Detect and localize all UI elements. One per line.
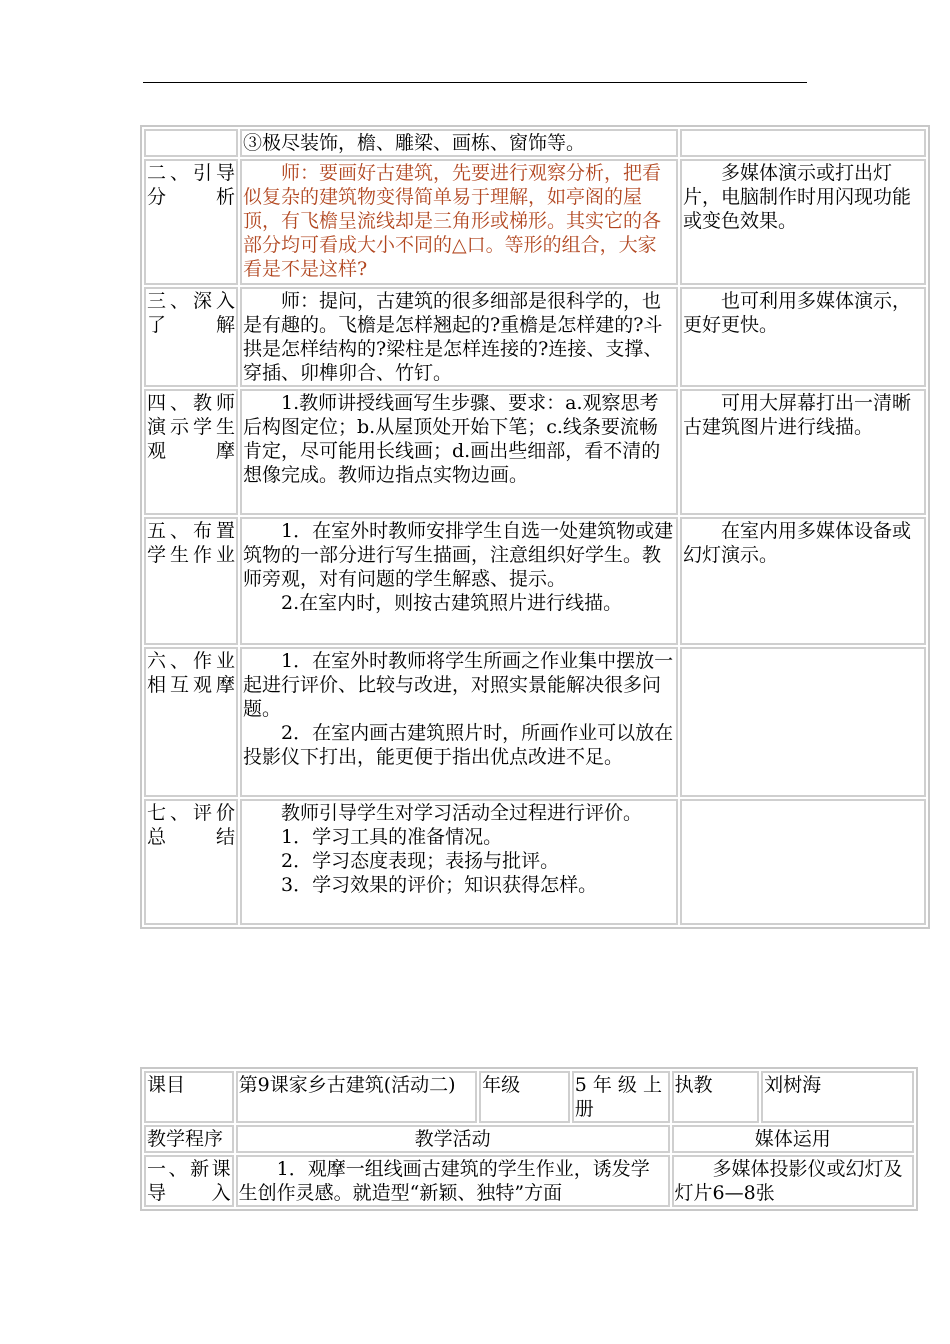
lesson-table-continued (140, 125, 930, 929)
media-cell: 也可利用多媒体演示，更好更快。 (680, 287, 926, 387)
activity-cell (240, 129, 678, 157)
activity-paragraph: 3．学习效果的评价；知识获得怎样。 (281, 874, 598, 896)
course-label: 课目 (144, 1071, 234, 1123)
table-row (144, 129, 926, 157)
header-rule (143, 82, 807, 83)
stage-cell: 二、引导分 析 (144, 159, 238, 285)
table-row (144, 647, 926, 797)
activity-cell (240, 517, 678, 645)
media-cell: 多媒体演示或打出灯片，电脑制作时用闪现功能或变色效果。 (680, 159, 926, 285)
procedure-header: 教学程序 (144, 1125, 234, 1153)
teacher-label: 执教 (672, 1071, 760, 1123)
course-value: 第9课家乡古建筑(活动二) (236, 1071, 477, 1123)
table-row (144, 159, 926, 285)
activity-header: 教学活动 (236, 1125, 670, 1153)
stage-cell (144, 129, 238, 157)
stage-cell: 一、新课导 入 (144, 1155, 234, 1207)
activity-paragraph: ③极尽装饰，檐、雕梁、画栋、窗饰等。 (243, 132, 586, 154)
activity-cell (240, 287, 678, 387)
stage-cell: 三、深入了解 (144, 287, 238, 387)
activity-paragraph: 师：要画好古建筑，先要进行观察分析，把看似复杂的建筑物变得简单易于理解，如亭阁的屋顶，有飞檐呈流线却是三角形或梯形。其实它的各部分均可看成大小不同的△口。等形的组合，大家看是不是这样? (243, 162, 662, 280)
table-row (144, 389, 926, 515)
media-cell: 在室内用多媒体设备或幻灯演示。 (680, 517, 926, 645)
activity-cell (240, 159, 678, 285)
activity-paragraph: 2.在室内时，则按古建筑照片进行线描。 (281, 592, 623, 614)
table-row (144, 287, 926, 387)
activity-paragraph: 1．在室外时教师将学生所画之作业集中摆放一起进行评价、比较与改进，对照实景能解决很多问题。 (243, 650, 674, 720)
table-row (144, 517, 926, 645)
media-cell: 可用大屏幕打出一清晰古建筑图片进行线描。 (680, 389, 926, 515)
activity-paragraph: 教师引导学生对学习活动全过程进行评价。 (281, 802, 643, 824)
lesson-table-next (140, 1067, 918, 1211)
activity-cell: 1．观摩一组线画古建筑的学生作业，诱发学生创作灵感。就造型“新颖、独特”方面 (236, 1155, 670, 1207)
activity-paragraph: 1.教师讲授线画写生步骤、要求：a.观察思考后构图定位；b.从屋顶处开始下笔；c.线条要流畅肯定，尽可能用长线画；d.画出些细部，看不清的想像完成。教师边指点实物边画。 (243, 392, 661, 486)
table-row (144, 1155, 914, 1207)
activity-paragraph: 2．在室内画古建筑照片时，所画作业可以放在投影仪下打出，能更便于指出优点改进不足。 (243, 722, 674, 768)
grade-value: 5 年 级 上册 (572, 1071, 670, 1123)
table-row (144, 799, 926, 925)
activity-cell (240, 389, 678, 515)
stage-cell: 五、布置学生作业 (144, 517, 238, 645)
stage-cell: 六、作业相互观摩 (144, 647, 238, 797)
teacher-value: 刘树海 (761, 1071, 914, 1123)
media-cell (680, 129, 926, 157)
activity-paragraph: 师：提问，古建筑的很多细部是很科学的，也是有趣的。飞檐是怎样翘起的?重檐是怎样建的?斗拱是怎样结构的?梁柱是怎样连接的?连接、支撑、穿插、卯榫卯合、竹钉。 (243, 290, 663, 384)
media-cell (680, 647, 926, 797)
activity-paragraph: 2．学习态度表现；表扬与批评。 (281, 850, 560, 872)
table-header-row (144, 1125, 914, 1153)
activity-paragraph: 1．在室外时教师安排学生自选一处建筑物或建筑物的一部分进行写生描画，注意组织好学生。教师旁观，对有问题的学生解惑、提示。 (243, 520, 674, 590)
stage-cell: 四、教师演示学生观摩 (144, 389, 238, 515)
activity-cell (240, 647, 678, 797)
activity-cell (240, 799, 678, 925)
activity-paragraph: 1．学习工具的准备情况。 (281, 826, 503, 848)
grade-label: 年级 (479, 1071, 570, 1123)
media-cell (680, 799, 926, 925)
media-header: 媒体运用 (672, 1125, 914, 1153)
stage-cell: 七、评价总 结 (144, 799, 238, 925)
media-cell: 多媒体投影仪或幻灯及灯片6—8张 (672, 1155, 914, 1207)
table-row (144, 1071, 914, 1123)
